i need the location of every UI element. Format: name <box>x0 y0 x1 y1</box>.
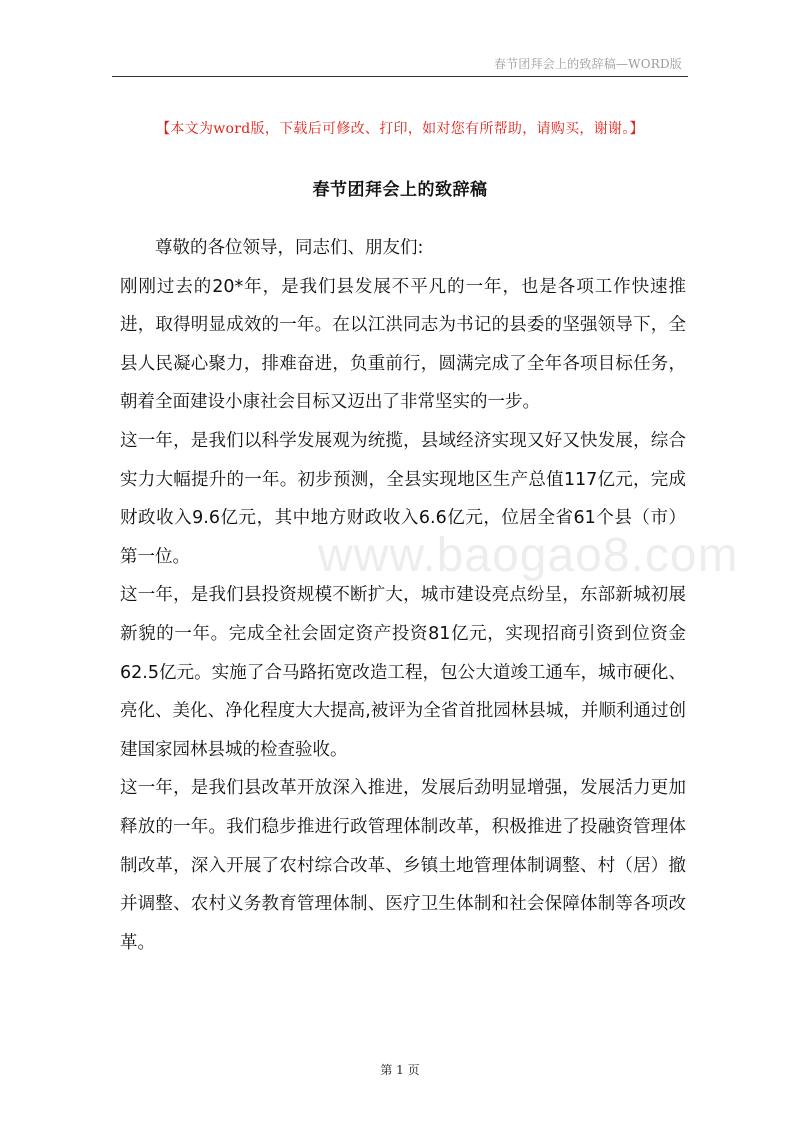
page-number: 第 1 页 <box>380 1063 420 1077</box>
document-body <box>120 229 686 962</box>
body-paragraph: 这一年，是我们以科学发展观为统揽，县域经济实现又好又快发展，综合实力大幅提升的一年。初步预测，全县实现地区生产总值117亿元，完成财政收入9.6亿元，其中地方财政收入6.6亿元，位居全省61个县（市）第一位。 <box>120 430 686 567</box>
document-title: 春节团拜会上的致辞稿 <box>312 180 488 200</box>
document-notice: 【本文为word版，下载后可修改、打印，如对您有所帮助，请购买，谢谢。】 <box>156 121 644 137</box>
body-paragraph: 刚刚过去的20*年，是我们县发展不平凡的一年，也是各项工作快速推进，取得明显成效的一年。在以江洪同志为书记的县委的坚强领导下，全县人民凝心聚力，排难奋进，负重前行，圆满完成了全年各项目标任务，朝着全面建设小康社会目标又迈出了非常坚实的一步。 <box>120 276 686 413</box>
site-watermark: www.baogao8.com <box>318 529 739 582</box>
body-paragraph: 这一年，是我们县改革开放深入推进，发展后劲明显增强，发展活力更加释放的一年。我们稳步推进行政管理体制改革，积极推进了投融资管理体制改革，深入开展了农村综合改革、乡镇土地管理体制调整、村（居）撤并调整、农村义务教育管理体制、医疗卫生体制和社会保障体制等各项改革。 <box>120 778 686 953</box>
body-paragraph: 这一年，是我们县投资规模不断扩大，城市建设亮点纷呈，东部新城初展新貌的一年。完成全社会固定资产投资81亿元，实现招商引资到位资金62.5亿元。实施了合马路拓宽改造工程，包公大道竣工通车，城市硬化、亮化、美化、净化程度大大提高,被评为全省首批园林县城，并顺利通过创建国家园林县城的检查验收。 <box>120 585 686 760</box>
header-divider <box>112 76 688 77</box>
running-header-title: 春节团拜会上的致辞稿—WORD版 <box>493 57 682 71</box>
salutation-paragraph: 尊敬的各位领导，同志们、朋友们: <box>155 238 424 258</box>
